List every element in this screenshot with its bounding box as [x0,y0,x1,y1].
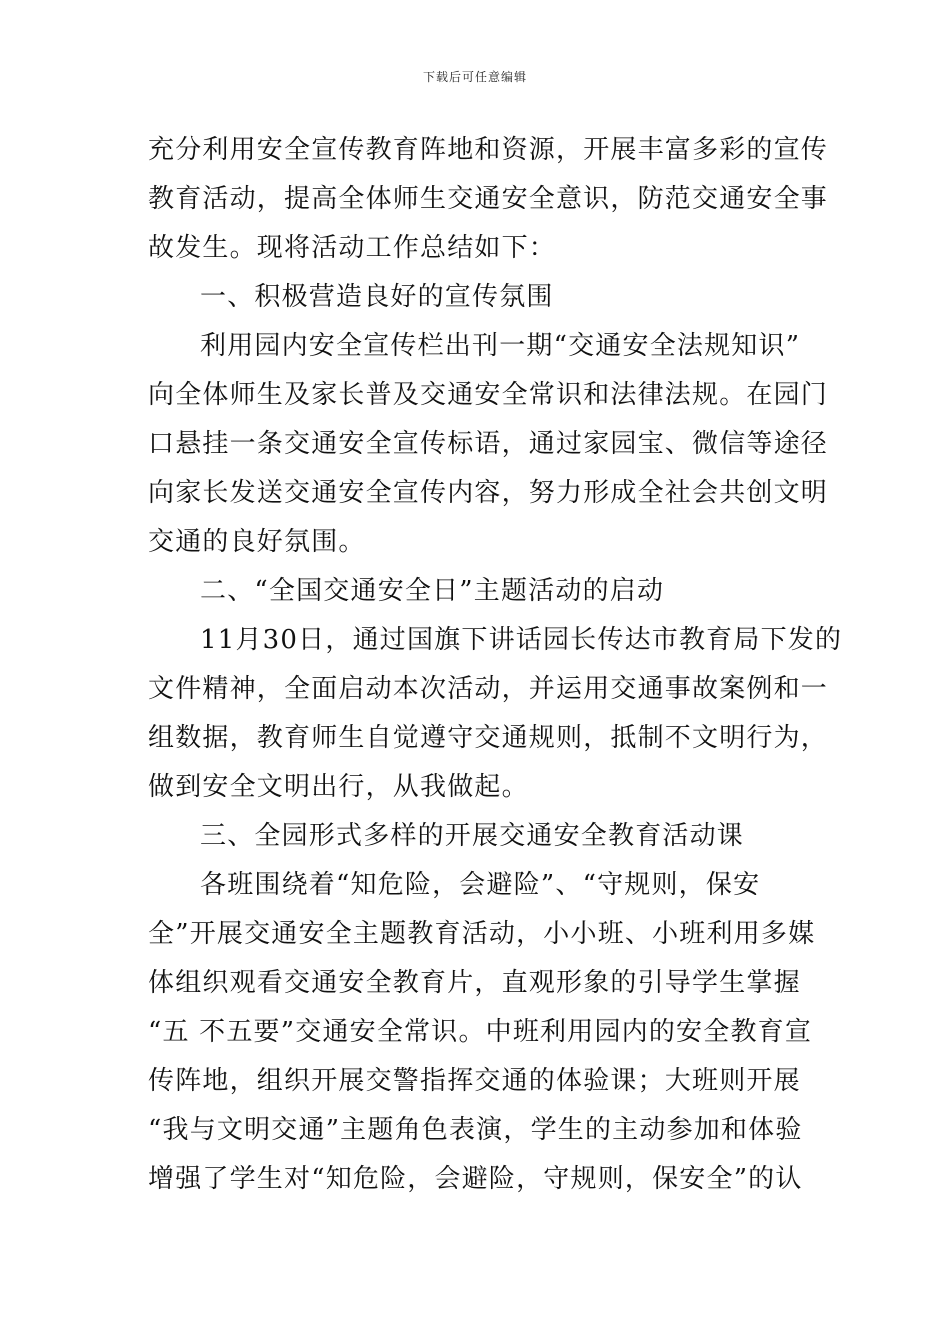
paragraph-line: 全”开展交通安全主题教育活动，小小班、小班利用多媒 [148,919,816,949]
paragraph-line: 利用园内安全宣传栏出刊一期“交通安全法规知识” [200,331,801,361]
paragraph-line: 口悬挂一条交通安全宣传标语，通过家园宝、微信等途径 [148,429,829,459]
paragraph-line: 故发生。现将活动工作总结如下： [148,233,557,263]
paragraph-line: 体组织观看交通安全教育片，直观形象的引导学生掌握 [148,968,801,998]
paragraph-line: 充分利用安全宣传教育阵地和资源，开展丰富多彩的宣传 [148,135,829,165]
paragraph-line: “五 不五要”交通安全常识。中班利用园内的安全教育宣 [148,1017,813,1047]
document-body [148,126,843,1204]
paragraph-line: “我与文明交通”主题角色表演，学生的主动参加和体验 [148,1115,803,1145]
paragraph-line: 做到安全文明出行，从我做起。 [148,772,529,802]
paragraph-line: 文件精神，全面启动本次活动，并运用交通事故案例和一 [148,674,829,704]
paragraph-line: 传阵地，组织开展交警指挥交通的体验课；大班则开展 [148,1066,801,1096]
paragraph-line: 向家长发送交通安全宣传内容，努力形成全社会共创文明 [148,478,829,508]
paragraph-line: 11月30日，通过国旗下讲话园长传达市教育局下发的 [200,625,843,655]
section-heading-3: 三、全园形式多样的开展交通安全教育活动课 [200,821,745,851]
section-heading-1: 一、积极营造良好的宣传氛围 [200,282,554,312]
paragraph-line: 增强了学生对“知危险，会避险，守规则，保安全”的认 [148,1164,803,1194]
paragraph-line: 教育活动，提高全体师生交通安全意识，防范交通安全事 [148,184,829,214]
section-heading-2: 二、“全国交通安全日”主题活动的启动 [200,576,665,606]
header-note: 下载后可任意编辑 [422,70,527,84]
paragraph-line: 交通的良好氛围。 [148,527,366,557]
paragraph-line: 向全体师生及家长普及交通安全常识和法律法规。在园门 [148,380,829,410]
paragraph-line: 各班围绕着“知危险，会避险”、“守规则，保安 [200,870,761,900]
paragraph-line: 组数据，教育师生自觉遵守交通规则，抵制不文明行为， [148,723,829,753]
